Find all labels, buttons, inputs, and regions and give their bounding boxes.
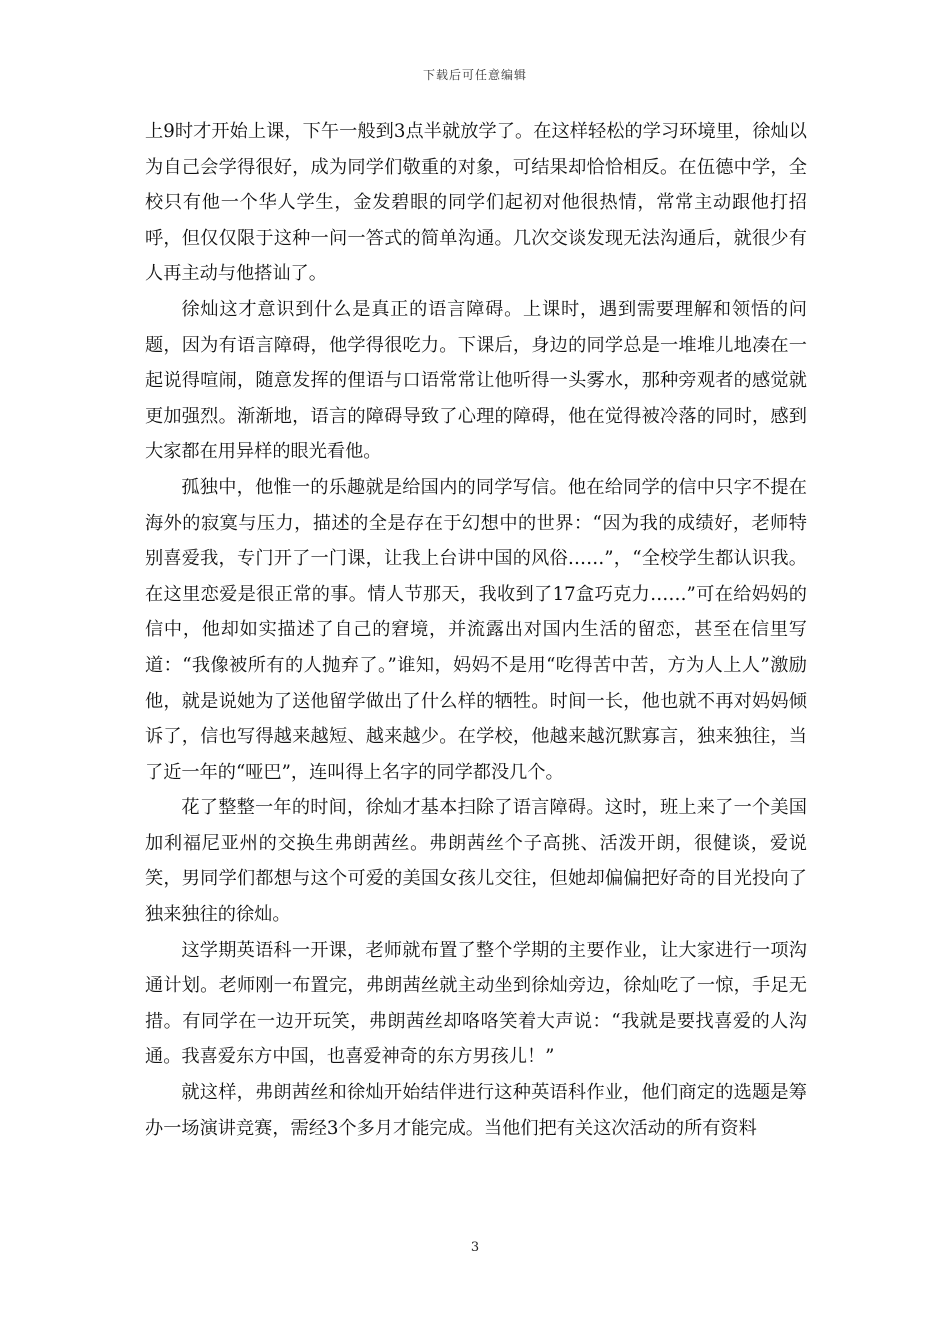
paragraph-continued: 上9时才开始上课，下午一般到3点半就放学了。在这样轻松的学习环境里，徐灿以为自己会学得很好，成为同学们敬重的对象，可结果却恰恰相反。在伍德中学，全校只有他一个华人学生，金发碧眼的同学们起初对他很热情，常常主动跟他打招呼，但仅仅限于这种一问一答式的简单沟通。几次交谈发现无法沟通后，就很少有人再主动与他搭讪了。	[145, 121, 807, 285]
paragraph: 花了整整一年的时间，徐灿才基本扫除了语言障碍。这时，班上来了一个美国加利福尼亚州的交换生弗朗茜丝。弗朗茜丝个子高挑、活泼开朗，很健谈，爱说笑，男同学们都想与这个可爱的美国女孩儿交往，但她却偏偏把好奇的目光投向了独来独往的徐灿。	[145, 797, 807, 926]
document-body	[145, 114, 807, 1146]
paragraph: 孤独中，他惟一的乐趣就是给国内的同学写信。他在给同学的信中只字不提在海外的寂寞与压力，描述的全是存在于幻想中的世界：“因为我的成绩好，老师特别喜爱我，专门开了一门课，让我上台讲中国的风俗……”，“全校学生都认识我。在这里恋爱是很正常的事。情人节那天，我收到了17盒巧克力……”可在给妈妈的信中，他却如实描述了自己的窘境，并流露出对国内生活的留恋，甚至在信里写道：“我像被所有的人抛弃了。”谁知，妈妈不是用“吃得苦中苦，方为人上人”激励他，就是说她为了送他留学做出了什么样的牺牲。时间一长，他也就不再对妈妈倾诉了，信也写得越来越短、越来越少。在学校，他越来越沉默寡言，独来独往，当了近一年的“哑巴”，连叫得上名字的同学都没几个。	[145, 476, 807, 783]
page-header: 下载后可任意编辑	[422, 68, 527, 82]
paragraph: 徐灿这才意识到什么是真正的语言障碍。上课时，遇到需要理解和领悟的问题，因为有语言障碍，他学得很吃力。下课后，身边的同学总是一堆堆儿地凑在一起说得喧闹，随意发挥的俚语与口语常常让他听得一头雾水，那种旁观者的感觉就更加强烈。渐渐地，语言的障碍导致了心理的障碍，他在觉得被冷落的同时，感到大家都在用异样的眼光看他。	[145, 298, 807, 463]
paragraph: 这学期英语科一开课，老师就布置了整个学期的主要作业，让大家进行一项沟通计划。老师刚一布置完，弗朗茜丝就主动坐到徐灿旁边，徐灿吃了一惊，手足无措。有同学在一边开玩笑，弗朗茜丝却咯咯笑着大声说：“我就是要找喜爱的人沟通。我喜爱东方中国，也喜爱神奇的东方男孩儿！”	[145, 939, 807, 1068]
page-number: 3	[470, 1240, 480, 1255]
paragraph: 就这样，弗朗茜丝和徐灿开始结伴进行这种英语科作业，他们商定的选题是筹办一场演讲竞赛，需经3个多月才能完成。当他们把有关这次活动的所有资料	[145, 1082, 807, 1139]
